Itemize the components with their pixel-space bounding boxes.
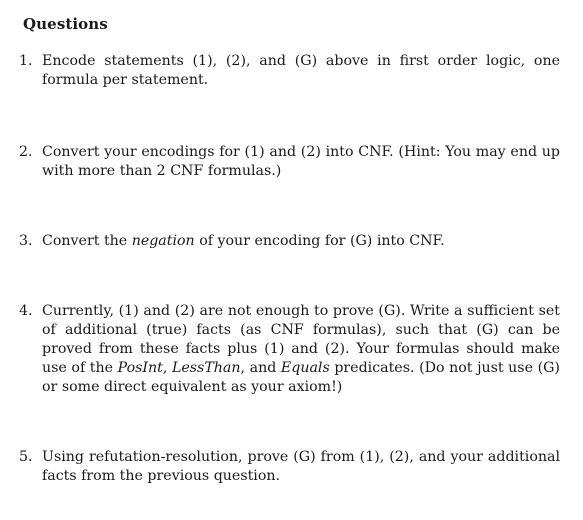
- separator: , and: [240, 360, 281, 376]
- question-text: [42, 232, 560, 251]
- question-2: [19, 143, 560, 181]
- question-number: 4.: [19, 303, 33, 319]
- predicate-posint: PosInt: [117, 360, 163, 376]
- question-text-part: predicates. (Do not just use (G) or some direct equivalent as your axiom!): [42, 360, 560, 395]
- question-3: [19, 232, 560, 251]
- emphasis-negation: negation: [131, 233, 195, 249]
- predicate-lessthan: LessThan: [171, 360, 241, 376]
- question-text-part: of your encoding for (G) into CNF.: [194, 233, 445, 249]
- question-text: Using refutation-resolution, prove (G) from (1), (2), and your additional facts from the previous question.: [42, 449, 560, 484]
- question-text-part: Currently, (1) and (2) are not enough to prove (G). Write a sufficient set of additional (true) facts (as CNF formulas), such that (G) can be proved from these facts plus (1) and (2). Your formulas should make use of the: [42, 303, 560, 376]
- question-5: [19, 448, 560, 486]
- question-text: Convert your encodings for (1) and (2) into CNF. (Hint: You may end up with more than 2 CNF formulas.): [42, 144, 560, 179]
- question-4: [19, 302, 560, 397]
- separator: ,: [162, 360, 172, 376]
- predicate-equals: Equals: [280, 360, 330, 376]
- question-1: [19, 52, 560, 90]
- question-number: 3.: [19, 233, 33, 249]
- question-number: 1.: [19, 53, 33, 69]
- question-text: Encode statements (1), (2), and (G) above in first order logic, one formula per statement.: [42, 53, 560, 88]
- section-heading: Questions: [23, 15, 108, 33]
- question-number: 2.: [19, 144, 33, 160]
- question-number: 5.: [19, 449, 33, 465]
- question-text-part: Convert the: [42, 233, 132, 249]
- question-text: [42, 302, 560, 397]
